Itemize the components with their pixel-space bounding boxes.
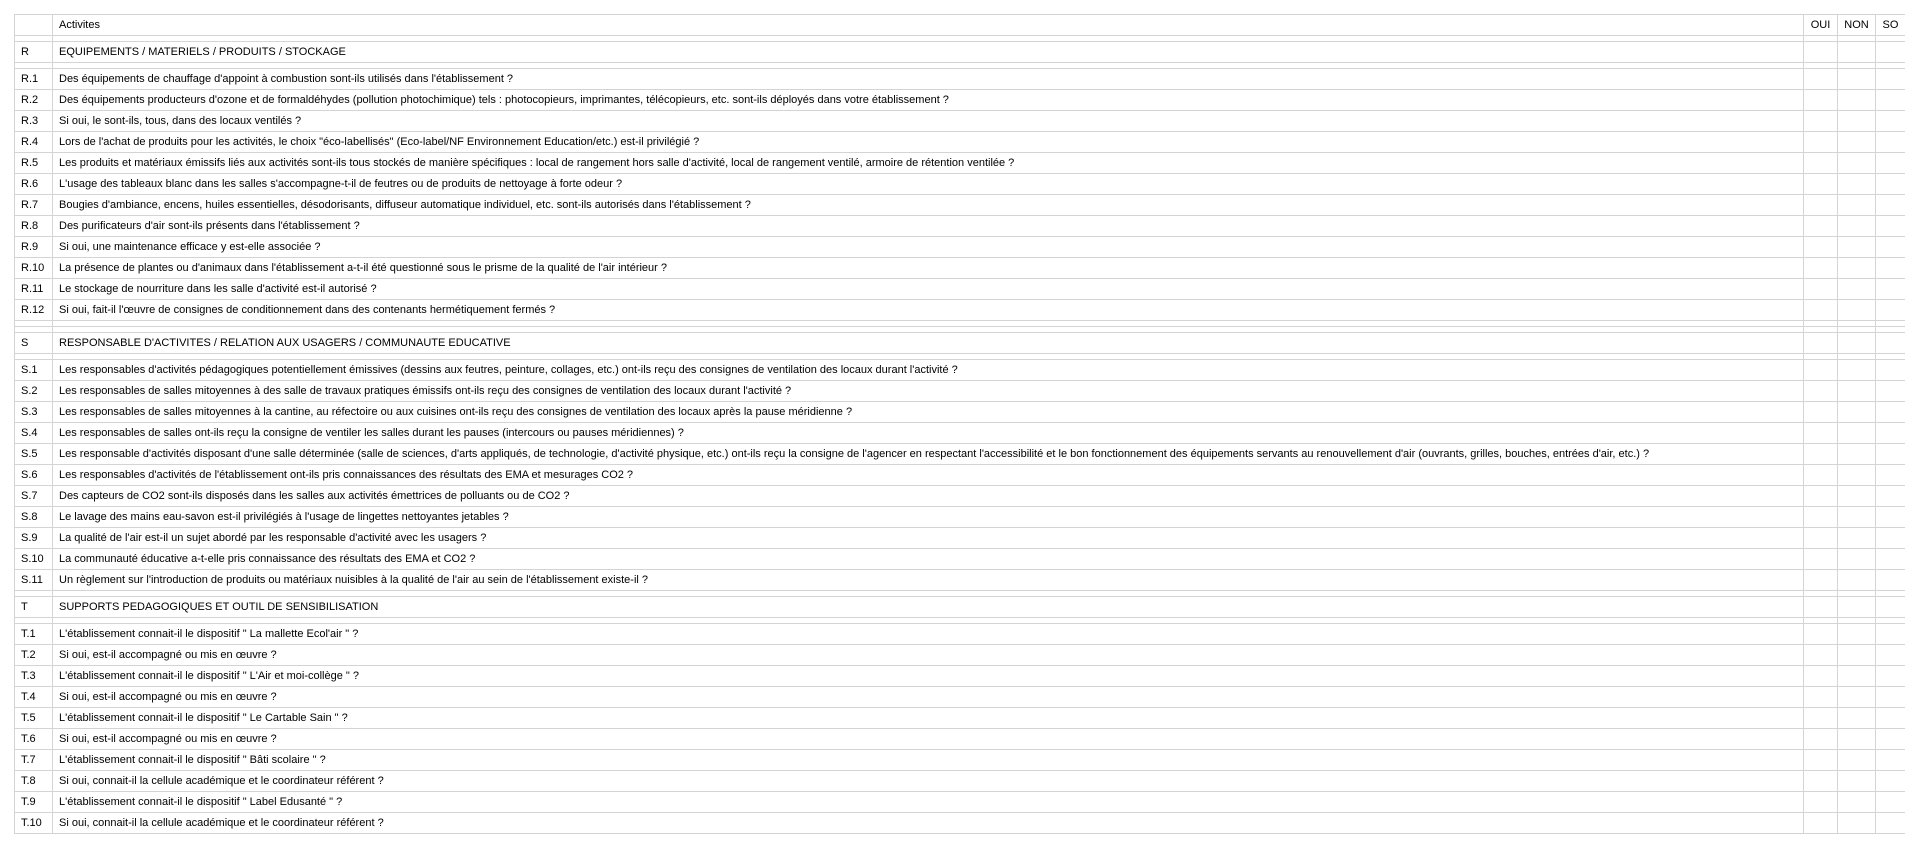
answer-non-cell[interactable] (1838, 549, 1876, 570)
answer-oui-cell[interactable] (1804, 792, 1838, 813)
answer-non-cell[interactable] (1838, 132, 1876, 153)
answer-oui-cell[interactable] (1804, 423, 1838, 444)
answer-so-cell[interactable] (1876, 381, 1905, 402)
answer-so-cell[interactable] (1876, 687, 1905, 708)
answer-non-cell[interactable] (1838, 528, 1876, 549)
question-row (15, 645, 1905, 666)
answer-non-cell[interactable] (1838, 708, 1876, 729)
question-code: S.10 (15, 549, 53, 570)
section-title: EQUIPEMENTS / MATERIELS / PRODUITS / STOCKAGE (53, 42, 1804, 63)
question-row (15, 111, 1905, 132)
answer-non-cell[interactable] (1838, 423, 1876, 444)
question-text: Des équipements de chauffage d'appoint à combustion sont-ils utilisés dans l'établissement ? (53, 69, 1804, 90)
question-row (15, 750, 1905, 771)
answer-oui-cell[interactable] (1804, 486, 1838, 507)
question-row (15, 792, 1905, 813)
question-row (15, 174, 1905, 195)
question-text: L'établissement connait-il le dispositif " L'Air et moi-collège " ? (53, 666, 1804, 687)
question-code: S.4 (15, 423, 53, 444)
question-row (15, 279, 1905, 300)
answer-non-cell[interactable] (1838, 216, 1876, 237)
question-code: T.10 (15, 813, 53, 834)
answer-non-cell[interactable] (1838, 813, 1876, 834)
question-row (15, 486, 1905, 507)
answer-non-cell[interactable] (1838, 771, 1876, 792)
answer-oui-cell[interactable] (1804, 750, 1838, 771)
header-row (15, 15, 1905, 36)
question-text: Si oui, connait-il la cellule académique et le coordinateur référent ? (53, 813, 1804, 834)
answer-oui-cell[interactable] (1804, 624, 1838, 645)
question-code: R.6 (15, 174, 53, 195)
question-text: Si oui, une maintenance efficace y est-elle associée ? (53, 237, 1804, 258)
question-text: Le stockage de nourriture dans les salle d'activité est-il autorisé ? (53, 279, 1804, 300)
question-row (15, 507, 1905, 528)
section-header-row (15, 333, 1905, 354)
answer-non-cell[interactable] (1838, 729, 1876, 750)
answer-so-cell[interactable] (1876, 528, 1905, 549)
question-code: S.7 (15, 486, 53, 507)
question-row (15, 258, 1905, 279)
question-row (15, 216, 1905, 237)
question-code: S.6 (15, 465, 53, 486)
section-code: R (15, 42, 53, 63)
question-row (15, 153, 1905, 174)
answer-oui-cell[interactable] (1804, 132, 1838, 153)
question-code: R.11 (15, 279, 53, 300)
question-text: Les responsables de salles mitoyennes à des salle de travaux pratiques émissifs ont-ils reçu des consignes de ventilation des locaux durant l'activité ? (53, 381, 1804, 402)
answer-oui-cell[interactable] (1804, 465, 1838, 486)
question-row (15, 300, 1905, 321)
question-code: S.3 (15, 402, 53, 423)
answer-non-cell[interactable] (1838, 381, 1876, 402)
answer-oui-cell[interactable] (1804, 381, 1838, 402)
answer-non-cell[interactable] (1838, 687, 1876, 708)
answer-so-cell[interactable] (1876, 729, 1905, 750)
answer-oui-cell[interactable] (1804, 666, 1838, 687)
question-text: Les responsables d'activités de l'établissement ont-ils pris connaissances des résultats des EMA et mesurages CO2 ? (53, 465, 1804, 486)
answer-so-cell[interactable] (1876, 570, 1905, 591)
answer-oui-cell[interactable] (1804, 153, 1838, 174)
question-text: Bougies d'ambiance, encens, huiles essentielles, désodorisants, diffuseur automatique individuel, etc. sont-ils autorisés dans l'établissement ? (53, 195, 1804, 216)
question-row (15, 624, 1905, 645)
question-text: Si oui, connait-il la cellule académique et le coordinateur référent ? (53, 771, 1804, 792)
answer-non-cell[interactable] (1838, 750, 1876, 771)
answer-non-cell[interactable] (1838, 69, 1876, 90)
question-row (15, 444, 1905, 465)
answer-non-cell[interactable] (1838, 258, 1876, 279)
answer-oui-cell[interactable] (1804, 771, 1838, 792)
question-row (15, 90, 1905, 111)
answer-so-cell[interactable] (1876, 153, 1905, 174)
question-code: R.4 (15, 132, 53, 153)
question-text: L'établissement connait-il le dispositif " Le Cartable Sain " ? (53, 708, 1804, 729)
answer-oui-cell[interactable] (1804, 216, 1838, 237)
question-code: R.1 (15, 69, 53, 90)
question-text: Si oui, fait-il l'œuvre de consignes de conditionnement dans des contenants hermétiquement fermés ? (53, 300, 1804, 321)
answer-so-cell[interactable] (1876, 708, 1905, 729)
answer-oui-cell[interactable] (1804, 69, 1838, 90)
question-text: Un règlement sur l'introduction de produits ou matériaux nuisibles à la qualité de l'air au sein de l'établissement existe-il ? (53, 570, 1804, 591)
question-row (15, 465, 1905, 486)
activities-checklist-table (14, 14, 1905, 834)
answer-non-cell[interactable] (1838, 279, 1876, 300)
answer-so-cell[interactable] (1876, 333, 1905, 354)
question-row (15, 729, 1905, 750)
answer-so-cell[interactable] (1876, 300, 1905, 321)
question-text: Des purificateurs d'air sont-ils présents dans l'établissement ? (53, 216, 1804, 237)
question-code: S.2 (15, 381, 53, 402)
answer-oui-cell[interactable] (1804, 444, 1838, 465)
answer-oui-cell[interactable] (1804, 813, 1838, 834)
answer-oui-cell[interactable] (1804, 402, 1838, 423)
answer-so-cell[interactable] (1876, 402, 1905, 423)
answer-so-cell[interactable] (1876, 174, 1905, 195)
question-text: Les responsables de salles ont-ils reçu la consigne de ventiler les salles durant les pauses (intercours ou pauses méridiennes) ? (53, 423, 1804, 444)
question-code: R.12 (15, 300, 53, 321)
question-row (15, 570, 1905, 591)
question-text: La qualité de l'air est-il un sujet abordé par les responsable d'activité avec les usagers ? (53, 528, 1804, 549)
question-code: S.9 (15, 528, 53, 549)
answer-so-cell[interactable] (1876, 279, 1905, 300)
answer-oui-cell[interactable] (1804, 708, 1838, 729)
answer-so-cell[interactable] (1876, 111, 1905, 132)
answer-non-cell[interactable] (1838, 444, 1876, 465)
question-row (15, 132, 1905, 153)
section-code: T (15, 597, 53, 618)
answer-non-cell[interactable] (1838, 42, 1876, 63)
question-row (15, 813, 1905, 834)
question-text: La présence de plantes ou d'animaux dans l'établissement a-t-il été questionné sous le prisme de la qualité de l'air intérieur ? (53, 258, 1804, 279)
answer-so-cell[interactable] (1876, 486, 1905, 507)
question-text: Les produits et matériaux émissifs liés aux activités sont-ils tous stockés de manière spécifiques : local de rangement hors salle d'activité, local de rangement ventilé, armoire de rétention ventilée ? (53, 153, 1804, 174)
header-code-cell (15, 15, 53, 36)
answer-non-cell[interactable] (1838, 90, 1876, 111)
answer-non-cell[interactable] (1838, 507, 1876, 528)
question-code: R.7 (15, 195, 53, 216)
question-code: R.9 (15, 237, 53, 258)
answer-non-cell[interactable] (1838, 360, 1876, 381)
answer-oui-cell[interactable] (1804, 549, 1838, 570)
question-code: T.8 (15, 771, 53, 792)
answer-non-cell[interactable] (1838, 174, 1876, 195)
question-code: S.8 (15, 507, 53, 528)
answer-so-cell[interactable] (1876, 195, 1905, 216)
answer-non-cell[interactable] (1838, 402, 1876, 423)
answer-so-cell[interactable] (1876, 132, 1905, 153)
question-text: Des capteurs de CO2 sont-ils disposés dans les salles aux activités émettrices de polluants ou de CO2 ? (53, 486, 1804, 507)
answer-so-cell[interactable] (1876, 216, 1905, 237)
answer-oui-cell[interactable] (1804, 42, 1838, 63)
question-row (15, 771, 1905, 792)
answer-non-cell[interactable] (1838, 666, 1876, 687)
answer-so-cell[interactable] (1876, 771, 1905, 792)
answer-oui-cell[interactable] (1804, 300, 1838, 321)
answer-oui-cell[interactable] (1804, 90, 1838, 111)
question-text: Si oui, est-il accompagné ou mis en œuvre ? (53, 645, 1804, 666)
question-text: L'établissement connait-il le dispositif " Bâti scolaire " ? (53, 750, 1804, 771)
answer-so-cell[interactable] (1876, 42, 1905, 63)
answer-so-cell[interactable] (1876, 237, 1905, 258)
answer-oui-cell[interactable] (1804, 237, 1838, 258)
question-code: S.1 (15, 360, 53, 381)
question-code: S.11 (15, 570, 53, 591)
header-oui-cell: OUI (1804, 15, 1838, 36)
question-text: Si oui, est-il accompagné ou mis en œuvre ? (53, 729, 1804, 750)
answer-oui-cell[interactable] (1804, 570, 1838, 591)
answer-oui-cell[interactable] (1804, 507, 1838, 528)
answer-non-cell[interactable] (1838, 333, 1876, 354)
question-code: T.7 (15, 750, 53, 771)
answer-so-cell[interactable] (1876, 813, 1905, 834)
section-header-row (15, 42, 1905, 63)
answer-so-cell[interactable] (1876, 360, 1905, 381)
header-non-cell: NON (1838, 15, 1876, 36)
question-row (15, 195, 1905, 216)
question-row (15, 402, 1905, 423)
answer-non-cell[interactable] (1838, 300, 1876, 321)
answer-so-cell[interactable] (1876, 792, 1905, 813)
answer-so-cell[interactable] (1876, 465, 1905, 486)
question-code: R.2 (15, 90, 53, 111)
question-row (15, 381, 1905, 402)
header-so-cell: SO (1876, 15, 1905, 36)
answer-so-cell[interactable] (1876, 666, 1905, 687)
answer-oui-cell[interactable] (1804, 597, 1838, 618)
answer-so-cell[interactable] (1876, 90, 1905, 111)
answer-non-cell[interactable] (1838, 111, 1876, 132)
answer-so-cell[interactable] (1876, 597, 1905, 618)
question-row (15, 549, 1905, 570)
question-code: R.8 (15, 216, 53, 237)
question-code: R.3 (15, 111, 53, 132)
answer-so-cell[interactable] (1876, 69, 1905, 90)
question-code: T.3 (15, 666, 53, 687)
section-title: SUPPORTS PEDAGOGIQUES ET OUTIL DE SENSIBILISATION (53, 597, 1804, 618)
question-row (15, 666, 1905, 687)
question-text: Les responsable d'activités disposant d'une salle déterminée (salle de sciences, d'arts appliqués, de technologie, d'activité physique, etc.) ont-ils reçu la consigne de l'agencer en respectant l'accessibilité et le bon fonctionnement des équipements servants au renouvellement d'air (ouvrants, grilles, bouches, entrées d'air, etc.) ? (53, 444, 1804, 465)
answer-oui-cell[interactable] (1804, 195, 1838, 216)
question-code: T.2 (15, 645, 53, 666)
question-code: T.6 (15, 729, 53, 750)
answer-so-cell[interactable] (1876, 423, 1905, 444)
answer-oui-cell[interactable] (1804, 333, 1838, 354)
question-text: Les responsables d'activités pédagogiques potentiellement émissives (dessins aux feutres, peinture, collages, etc.) ont-ils reçu des consignes de ventilation des locaux durant l'activité ? (53, 360, 1804, 381)
question-code: T.1 (15, 624, 53, 645)
answer-so-cell[interactable] (1876, 624, 1905, 645)
answer-oui-cell[interactable] (1804, 360, 1838, 381)
answer-oui-cell[interactable] (1804, 528, 1838, 549)
answer-so-cell[interactable] (1876, 549, 1905, 570)
question-code: S.5 (15, 444, 53, 465)
header-activity-cell: Activites (53, 15, 1804, 36)
answer-non-cell[interactable] (1838, 792, 1876, 813)
section-header-row (15, 597, 1905, 618)
question-text: Si oui, le sont-ils, tous, dans des locaux ventilés ? (53, 111, 1804, 132)
question-text: La communauté éducative a-t-elle pris connaissance des résultats des EMA et CO2 ? (53, 549, 1804, 570)
answer-so-cell[interactable] (1876, 645, 1905, 666)
question-row (15, 237, 1905, 258)
question-text: Les responsables de salles mitoyennes à la cantine, au réfectoire ou aux cuisines ont-ils reçu des consignes de ventilation des locaux après la pause méridienne ? (53, 402, 1804, 423)
answer-non-cell[interactable] (1838, 597, 1876, 618)
answer-oui-cell[interactable] (1804, 174, 1838, 195)
answer-non-cell[interactable] (1838, 570, 1876, 591)
answer-oui-cell[interactable] (1804, 645, 1838, 666)
question-text: L'usage des tableaux blanc dans les salles s'accompagne-t-il de feutres ou de produits de nettoyage à forte odeur ? (53, 174, 1804, 195)
question-code: R.10 (15, 258, 53, 279)
answer-so-cell[interactable] (1876, 444, 1905, 465)
answer-non-cell[interactable] (1838, 486, 1876, 507)
question-code: R.5 (15, 153, 53, 174)
answer-oui-cell[interactable] (1804, 279, 1838, 300)
question-text: L'établissement connait-il le dispositif " Label Edusanté " ? (53, 792, 1804, 813)
answer-non-cell[interactable] (1838, 195, 1876, 216)
question-text: Le lavage des mains eau-savon est-il privilégiés à l'usage de lingettes nettoyantes jetables ? (53, 507, 1804, 528)
section-code: S (15, 333, 53, 354)
question-code: T.4 (15, 687, 53, 708)
answer-oui-cell[interactable] (1804, 729, 1838, 750)
answer-non-cell[interactable] (1838, 153, 1876, 174)
section-title: RESPONSABLE D'ACTIVITES / RELATION AUX USAGERS / COMMUNAUTE EDUCATIVE (53, 333, 1804, 354)
question-row (15, 708, 1905, 729)
question-row (15, 69, 1905, 90)
question-code: T.5 (15, 708, 53, 729)
answer-oui-cell[interactable] (1804, 111, 1838, 132)
answer-so-cell[interactable] (1876, 507, 1905, 528)
question-row (15, 360, 1905, 381)
answer-non-cell[interactable] (1838, 624, 1876, 645)
answer-oui-cell[interactable] (1804, 687, 1838, 708)
question-text: Des équipements producteurs d'ozone et de formaldéhydes (pollution photochimique) tels : photocopieurs, imprimantes, télécopieurs, etc. sont-ils déployés dans votre établissement ? (53, 90, 1804, 111)
question-row (15, 687, 1905, 708)
question-row (15, 528, 1905, 549)
answer-oui-cell[interactable] (1804, 258, 1838, 279)
answer-non-cell[interactable] (1838, 645, 1876, 666)
question-text: Si oui, est-il accompagné ou mis en œuvre ? (53, 687, 1804, 708)
answer-non-cell[interactable] (1838, 465, 1876, 486)
question-code: T.9 (15, 792, 53, 813)
answer-so-cell[interactable] (1876, 750, 1905, 771)
answer-so-cell[interactable] (1876, 258, 1905, 279)
question-text: L'établissement connait-il le dispositif " La mallette Ecol'air " ? (53, 624, 1804, 645)
question-row (15, 423, 1905, 444)
question-text: Lors de l'achat de produits pour les activités, le choix "éco-labellisés" (Eco-label/NF Environnement Education/etc.) est-il privilégié ? (53, 132, 1804, 153)
answer-non-cell[interactable] (1838, 237, 1876, 258)
